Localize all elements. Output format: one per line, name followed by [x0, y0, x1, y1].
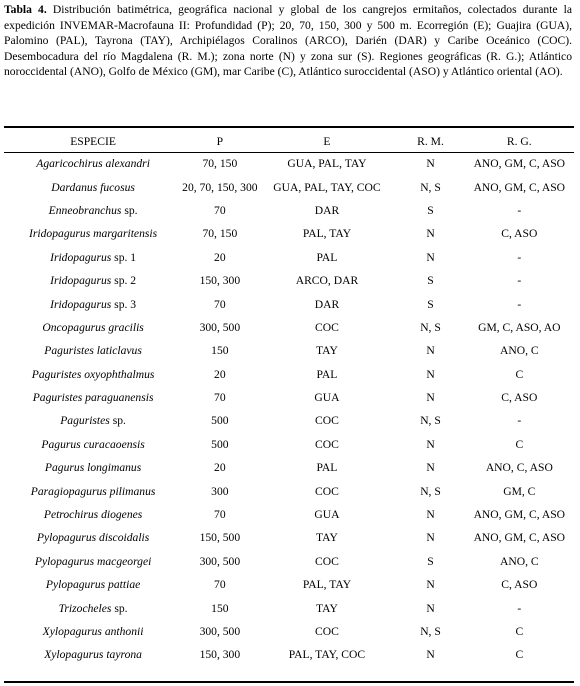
species-cell [4, 363, 182, 386]
region-cell: C, ASO [501, 578, 538, 592]
table-row [4, 620, 574, 643]
region-cell: - [517, 601, 522, 615]
ecoregion-cell: TAY [316, 601, 338, 615]
species-cell [4, 479, 182, 502]
depth-cell: 70 [214, 391, 226, 405]
magdalena-zone-cell: N [426, 578, 435, 592]
species-qualifier: sp. [121, 203, 138, 217]
species-name: Iridopagurus [50, 297, 112, 311]
magdalena-zone-cell: N [426, 367, 435, 381]
table-row [4, 363, 574, 386]
ecoregion-cell: COC [315, 320, 339, 334]
region-cell: - [517, 250, 522, 264]
ecoregion-cell: ARCO, DAR [295, 274, 359, 288]
table-row [4, 643, 574, 666]
magdalena-zone-cell: N [426, 250, 435, 264]
ecoregion-cell: COC [315, 554, 339, 568]
region-cell: - [517, 274, 522, 288]
species-cell [4, 246, 182, 269]
depth-cell: 70 [214, 508, 226, 522]
depth-cell: 150, 300 [199, 648, 241, 662]
caption-text: Distribución batimétrica, geográfica nacional y global de los cangrejos ermitaños, colectados durante la expedición INVEMAR-Macrofauna II: Profundidad (P); 20, 70, 150, 300 y 500 m. Ecorregión (E); Guajira (GUA), Palomino (PAL), Tayrona (TAY), Archipiélagos Coralinos (ARCO), Darién (DAR) y Caribe Oceánico (COC). Desembocadura del río Magdalena (R. M.); zona norte (N) y zona sur (S). Regiones geográficas (R. G.); Atlántico noroccidental (ANO), Golfo de México (GM), mar Caribe (C), Atlántico suroccidental (ASO) y Atlántico oriental (AO). [4, 3, 573, 78]
magdalena-zone-cell: S [427, 554, 434, 568]
magdalena-zone-cell: N [426, 157, 435, 171]
table-row [4, 479, 574, 502]
species-table [4, 130, 574, 667]
header-p: P [216, 134, 224, 148]
species-name: Iridopagurus margaritensis [29, 227, 158, 241]
depth-cell: 300 [211, 484, 229, 498]
species-cell [4, 386, 182, 409]
table-row [4, 550, 574, 573]
bottom-rule [4, 681, 574, 683]
species-qualifier: sp. 2 [111, 274, 137, 288]
magdalena-zone-cell: N, S [420, 320, 441, 334]
magdalena-zone-cell: S [427, 274, 434, 288]
header-especie: ESPECIE [70, 134, 116, 148]
ecoregion-cell: TAY [316, 531, 338, 545]
table-row [4, 222, 574, 245]
species-cell [4, 550, 182, 573]
region-cell: ANO, GM, C, ASO [473, 157, 566, 171]
species-name: Petrochirus diogenes [43, 508, 143, 522]
species-name: Oncopagurus gracilis [42, 320, 144, 334]
species-name: Dardanus fucosus [51, 180, 135, 194]
magdalena-zone-cell: S [427, 203, 434, 217]
species-cell [4, 175, 182, 198]
region-cell: - [517, 203, 522, 217]
species-cell [4, 152, 182, 175]
species-cell [4, 643, 182, 666]
table-caption [4, 2, 572, 80]
region-cell: - [517, 414, 522, 428]
region-cell: C, ASO [501, 227, 538, 241]
table-row [4, 199, 574, 222]
magdalena-zone-cell: N [426, 461, 435, 475]
magdalena-zone-cell: S [427, 297, 434, 311]
region-cell: ANO, GM, C, ASO [473, 508, 566, 522]
header-rm: R. M. [417, 134, 444, 148]
species-cell [4, 456, 182, 479]
magdalena-zone-cell: N, S [420, 625, 441, 638]
species-name: Trizocheles [58, 601, 112, 615]
ecoregion-cell: COC [315, 484, 339, 498]
table-body [4, 152, 574, 667]
depth-cell: 70 [214, 203, 226, 217]
ecoregion-cell: DAR [314, 203, 340, 217]
table-row [4, 339, 574, 362]
species-qualifier: sp. 1 [111, 250, 137, 264]
species-name: Xylopagurus anthonii [42, 625, 144, 638]
depth-cell: 20 [214, 250, 226, 264]
species-name: Paguristes [60, 414, 110, 428]
species-cell [4, 620, 182, 643]
magdalena-zone-cell: N [426, 508, 435, 522]
table-row [4, 246, 574, 269]
ecoregion-cell: GUA, PAL, TAY [287, 157, 367, 171]
species-name: Paragiopagurus pilimanus [30, 484, 156, 498]
magdalena-zone-cell: N [426, 391, 435, 405]
magdalena-zone-cell: N, S [420, 180, 441, 194]
region-cell: - [517, 297, 522, 311]
species-name: Iridopagurus [50, 250, 112, 264]
species-name: Pagurus curacaoensis [41, 437, 145, 451]
table-row [4, 433, 574, 456]
region-cell: ANO, C [499, 344, 539, 358]
region-cell: ANO, GM, C, ASO [473, 531, 566, 545]
species-name: Paguristes paraguanensis [32, 391, 154, 405]
region-cell: ANO, C, ASO [485, 461, 553, 475]
ecoregion-cell: GUA, PAL, TAY, COC [273, 180, 381, 194]
species-name: Pylopagurus pattiae [45, 578, 141, 592]
depth-cell: 70 [214, 297, 226, 311]
region-cell: C [515, 648, 524, 662]
table-row [4, 269, 574, 292]
magdalena-zone-cell: N [426, 344, 435, 358]
region-cell: C [515, 625, 524, 638]
species-cell [4, 503, 182, 526]
magdalena-zone-cell: N [426, 648, 435, 662]
ecoregion-cell: DAR [314, 297, 340, 311]
header-rg: R. G. [506, 134, 532, 148]
species-name: Agaricochirus alexandri [36, 157, 150, 171]
ecoregion-cell: PAL, TAY, COC [288, 648, 366, 662]
table-row [4, 175, 574, 198]
species-name: Enneobranchus [48, 203, 122, 217]
magdalena-zone-cell: N [426, 531, 435, 545]
species-cell [4, 433, 182, 456]
species-cell [4, 292, 182, 315]
ecoregion-cell: COC [315, 625, 339, 638]
region-cell: C [515, 367, 524, 381]
species-name: Paguristes laticlavus [44, 344, 142, 358]
region-cell: GM, C, ASO, AO [478, 320, 561, 334]
region-cell: C, ASO [501, 391, 538, 405]
species-qualifier: sp. 3 [111, 297, 137, 311]
depth-cell: 300, 500 [199, 320, 241, 334]
ecoregion-cell: COC [315, 437, 339, 451]
table-header-row [4, 130, 574, 152]
ecoregion-cell: GUA [314, 391, 340, 405]
species-name: Pylopagurus discoidalis [36, 531, 150, 545]
depth-cell: 300, 500 [199, 625, 241, 638]
table-row [4, 152, 574, 175]
header-e: E [323, 134, 331, 148]
ecoregion-cell: PAL [316, 250, 338, 264]
table-row [4, 573, 574, 596]
depth-cell: 500 [211, 437, 229, 451]
species-cell [4, 573, 182, 596]
species-cell [4, 316, 182, 339]
depth-cell: 150 [211, 344, 229, 358]
depth-cell: 150, 500 [199, 531, 241, 545]
region-cell: ANO, GM, C, ASO [473, 180, 566, 194]
depth-cell: 150, 300 [199, 274, 241, 288]
ecoregion-cell: PAL [316, 461, 338, 475]
ecoregion-cell: PAL [316, 367, 338, 381]
depth-cell: 20 [214, 367, 226, 381]
species-cell [4, 526, 182, 549]
top-rule [4, 126, 574, 128]
depth-cell: 150 [211, 601, 229, 615]
species-cell [4, 596, 182, 619]
ecoregion-cell: GUA [314, 508, 340, 522]
species-name: Xylopagurus tayrona [44, 648, 142, 662]
table-row [4, 316, 574, 339]
species-name: Pylopagurus macgeorgei [34, 554, 152, 568]
ecoregion-cell: COC [315, 414, 339, 428]
depth-cell: 20, 70, 150, 300 [182, 180, 258, 194]
species-name: Paguristes oxyophthalmus [31, 367, 155, 381]
magdalena-zone-cell: N [426, 601, 435, 615]
ecoregion-cell: PAL, TAY [302, 227, 352, 241]
species-cell [4, 199, 182, 222]
region-cell: GM, C [503, 484, 536, 498]
species-qualifier: sp. [109, 414, 126, 428]
table-row [4, 526, 574, 549]
depth-cell: 20 [214, 461, 226, 475]
table-row [4, 596, 574, 619]
species-name: Pagurus longimanus [44, 461, 142, 475]
species-cell [4, 409, 182, 432]
table-row [4, 292, 574, 315]
magdalena-zone-cell: N, S [420, 484, 441, 498]
table-row [4, 409, 574, 432]
table-row [4, 456, 574, 479]
region-cell: ANO, C [499, 554, 539, 568]
species-cell [4, 222, 182, 245]
magdalena-zone-cell: N [426, 227, 435, 241]
species-cell [4, 269, 182, 292]
depth-cell: 70 [214, 578, 226, 592]
species-qualifier: sp. [111, 601, 128, 615]
depth-cell: 70, 150 [202, 157, 238, 171]
ecoregion-cell: PAL, TAY [302, 578, 352, 592]
species-name: Iridopagurus [50, 274, 112, 288]
depth-cell: 300, 500 [199, 554, 241, 568]
region-cell: C [515, 437, 524, 451]
magdalena-zone-cell: N, S [420, 414, 441, 428]
depth-cell: 70, 150 [202, 227, 238, 241]
depth-cell: 500 [211, 414, 229, 428]
caption-label: Tabla 4. [4, 3, 47, 16]
magdalena-zone-cell: N [426, 437, 435, 451]
species-cell [4, 339, 182, 362]
table-row [4, 386, 574, 409]
table-row [4, 503, 574, 526]
ecoregion-cell: TAY [316, 344, 338, 358]
